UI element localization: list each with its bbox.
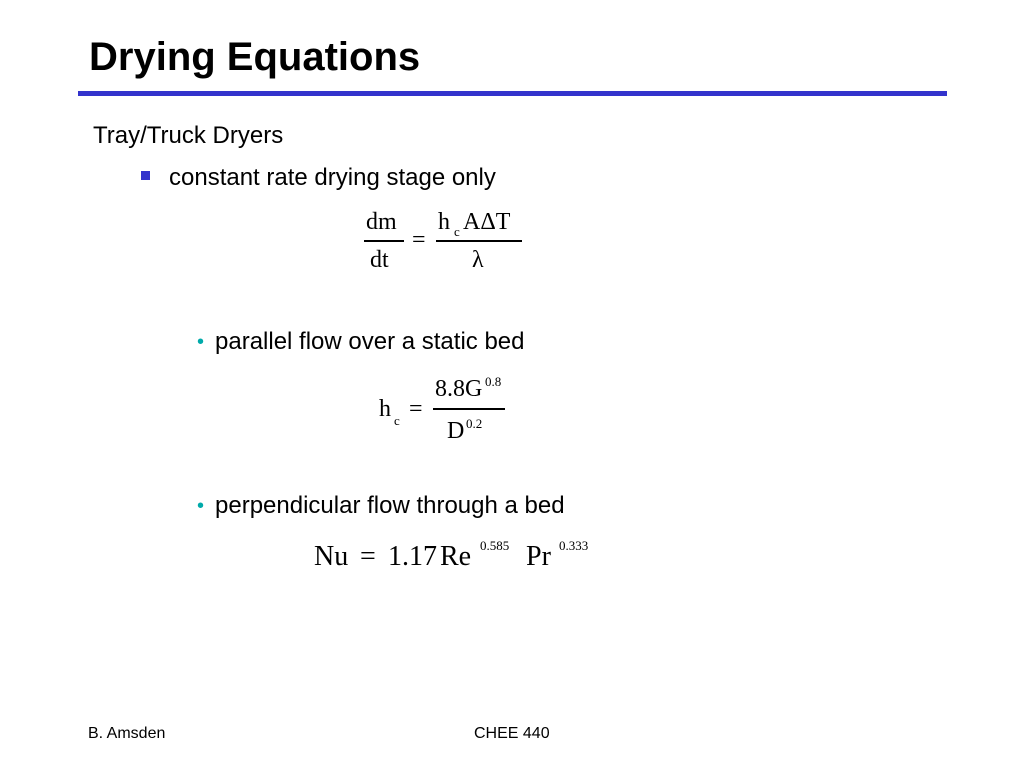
eq3-reynolds: Re (440, 541, 472, 572)
eq1-lhs-denominator: dt (370, 247, 389, 273)
heading-tray-truck-dryers: Tray/Truck Dryers (93, 122, 284, 149)
eq1-equals: = (412, 227, 426, 253)
footer-course: CHEE 440 (474, 725, 550, 742)
eq3-coefficient: 1.17 (388, 541, 437, 572)
eq1-rhs-denominator: λ (472, 247, 484, 273)
footer-author: B. Amsden (88, 725, 166, 742)
equation-nusselt-perpendicular (312, 535, 612, 580)
dot-bullet-icon: • (197, 495, 205, 517)
eq2-fraction-bar (433, 408, 505, 410)
eq3-equals: = (360, 541, 376, 572)
eq1-rhs-fraction-bar (436, 240, 522, 242)
slide-title: Drying Equations (89, 35, 421, 79)
dot-bullet-icon: • (197, 331, 205, 353)
eq2-denominator-exponent: 0.2 (466, 416, 483, 431)
title-underline-rule (78, 91, 947, 96)
equation-heat-transfer-parallel (375, 370, 515, 455)
eq1-rhs-numerator-rest: AΔT (463, 209, 511, 235)
bullet-perpendicular-flow: perpendicular flow through a bed (215, 492, 565, 519)
eq2-numerator-base: 8.8G (435, 376, 483, 402)
eq2-numerator-exponent: 0.8 (485, 374, 502, 389)
eq3-reynolds-exponent: 0.585 (480, 538, 510, 553)
eq1-lhs-numerator: dm (366, 209, 397, 235)
equation-drying-rate (360, 205, 530, 280)
eq3-nusselt: Nu (314, 541, 349, 572)
eq2-lhs-h: h (379, 396, 391, 422)
eq2-lhs-subscript: c (394, 413, 400, 428)
eq2-equals: = (409, 396, 423, 422)
eq3-prandtl-exponent: 0.333 (559, 538, 589, 553)
eq2-denominator-base: D (447, 418, 465, 444)
bullet-constant-rate: constant rate drying stage only (169, 164, 496, 191)
eq1-lhs-fraction-bar (364, 240, 404, 242)
eq1-rhs-h: h (438, 209, 450, 235)
eq3-prandtl: Pr (526, 541, 551, 572)
eq1-rhs-subscript: c (454, 224, 460, 239)
square-bullet-icon (141, 171, 150, 180)
bullet-parallel-flow: parallel flow over a static bed (215, 328, 525, 355)
